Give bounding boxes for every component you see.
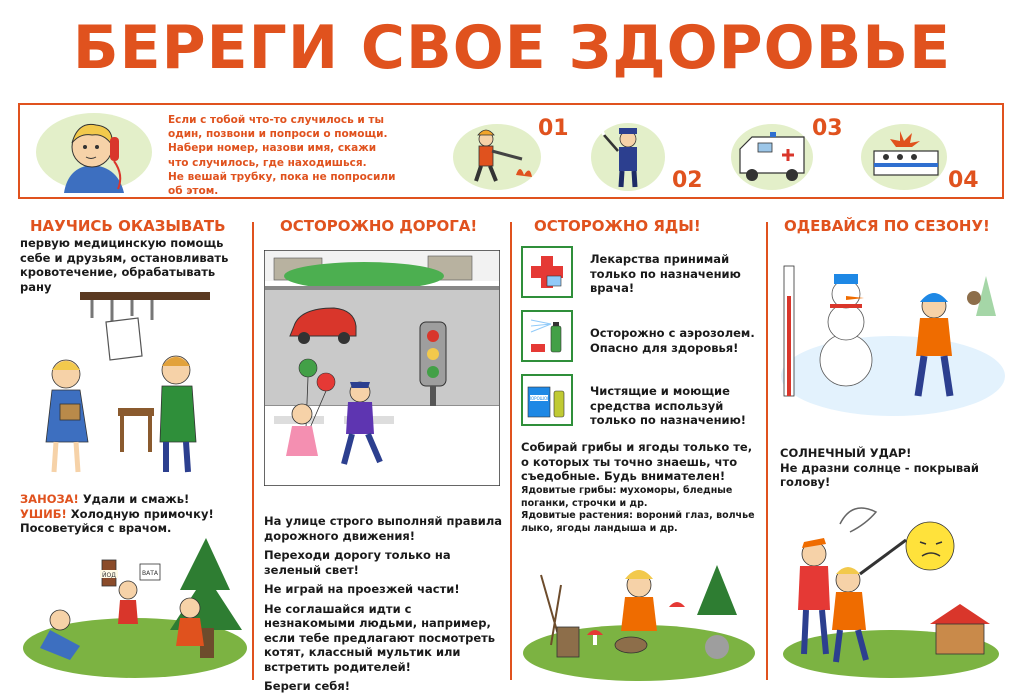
aerosol-icon [521,310,573,362]
service-number-03: 03 [812,116,843,141]
child-on-phone-icon [34,111,154,193]
detergent-icon [521,374,573,426]
bruise-text-line: Холодную примочку! [70,506,214,521]
column-divider [510,222,512,680]
poison-heading: ОСТОРОЖНО ЯДЫ! [534,217,701,235]
banner-line: Если с тобой что-то случилось и ты [168,114,384,126]
powder-label: ПОРОШОК [528,396,550,401]
first-aid-line: себе и друзьям, остановливать [20,250,229,265]
detergent-text: Чистящие и моющие средства используй только по назначению! [590,384,747,427]
road-rule: Береги себя! [264,679,350,693]
column-divider [766,222,768,680]
service-number-02: 02 [672,168,703,193]
road-rule: Переходи дорогу только на зеленый свет! [264,548,451,577]
banner-instructions [168,113,436,198]
poster-title: БЕРЕГИ СВОЕ ЗДОРОВЬЕ [72,13,952,83]
poison-plants: Ядовитые растения: вороний глаз, волчье лыко, ягоды ландыша и др. [521,510,755,534]
first-aid-line: первую медицинскую помощь [20,236,224,250]
banner-line: один, позвони и попроси о помощи. [168,128,388,141]
sunstroke-label: СОЛНЕЧНЫЙ УДАР! [780,446,912,460]
ambulance-icon [730,119,814,191]
poison-mushrooms: Ядовитые грибы: мухоморы, бледные поганки, строчки и др. [521,485,733,509]
forest-injury-illustration [20,520,250,680]
bruise-label: УШИБ! [20,506,67,521]
splinter-label: ЗАНОЗА! [20,492,79,506]
medicine-text: Лекарства принимай только по назначению врача! [590,252,741,295]
splinter-text: Удали и смажь! [82,492,190,506]
first-aid-illustration [26,282,242,476]
street-crossing-illustration [264,250,500,486]
banner-line: об этом. [168,185,219,198]
iodine-label: ЙОД [102,572,116,579]
emergency-banner [18,103,1004,199]
road-rule: Не соглашайся идти с незнакомыми людьми, например, если тебе предлагают посмотреть котят, классный мультик или встретить родителей! [264,601,496,674]
banner-line: Набери номер, назови имя, скажи [168,142,377,155]
road-rule: Не играй на проезжей части! [264,582,460,596]
first-aid-heading: НАУЧИСЬ ОКАЗЫВАТЬ [30,217,226,235]
doctor-advice: Посоветуйся с врачом. [20,521,172,535]
police-officer-icon [590,117,666,193]
mushroom-picking-illustration [521,535,757,681]
banner-line: Не вешай трубку, пока не попросили [168,170,396,183]
column-divider [252,222,254,680]
aerosol-text: Осторожно с аэрозолем. Опасно для здоровья! [590,326,755,355]
season-heading: ОДЕВАЙСЯ ПО СЕЗОНУ! [784,217,990,235]
gas-emergency-icon [860,119,948,191]
cotton-label: ВАТА [142,570,158,577]
service-number-04: 04 [948,168,979,193]
service-number-01: 01 [538,116,569,141]
sunstroke-advice: Не дразни солнце - покрывай голову! [780,460,979,489]
medicine-icon [521,246,573,298]
first-aid-line: кровотечение, обрабатывать рану [20,265,216,294]
firefighter-icon [452,119,542,191]
road-rule: На улице строго выполняй правила дорожного движения! [264,514,503,543]
sunstroke-illustration [780,494,1002,680]
sunstroke-text [780,446,1000,490]
road-rules [264,514,504,699]
road-heading: ОСТОРОЖНО ДОРОГА! [280,217,478,235]
mushroom-text: Собирай грибы и ягоды только те, о которых ты точно знаешь, что съедобные. Будь внимателен! [521,440,753,483]
banner-line: что случилось, где находишься. [168,156,367,169]
winter-illustration [778,256,1008,416]
